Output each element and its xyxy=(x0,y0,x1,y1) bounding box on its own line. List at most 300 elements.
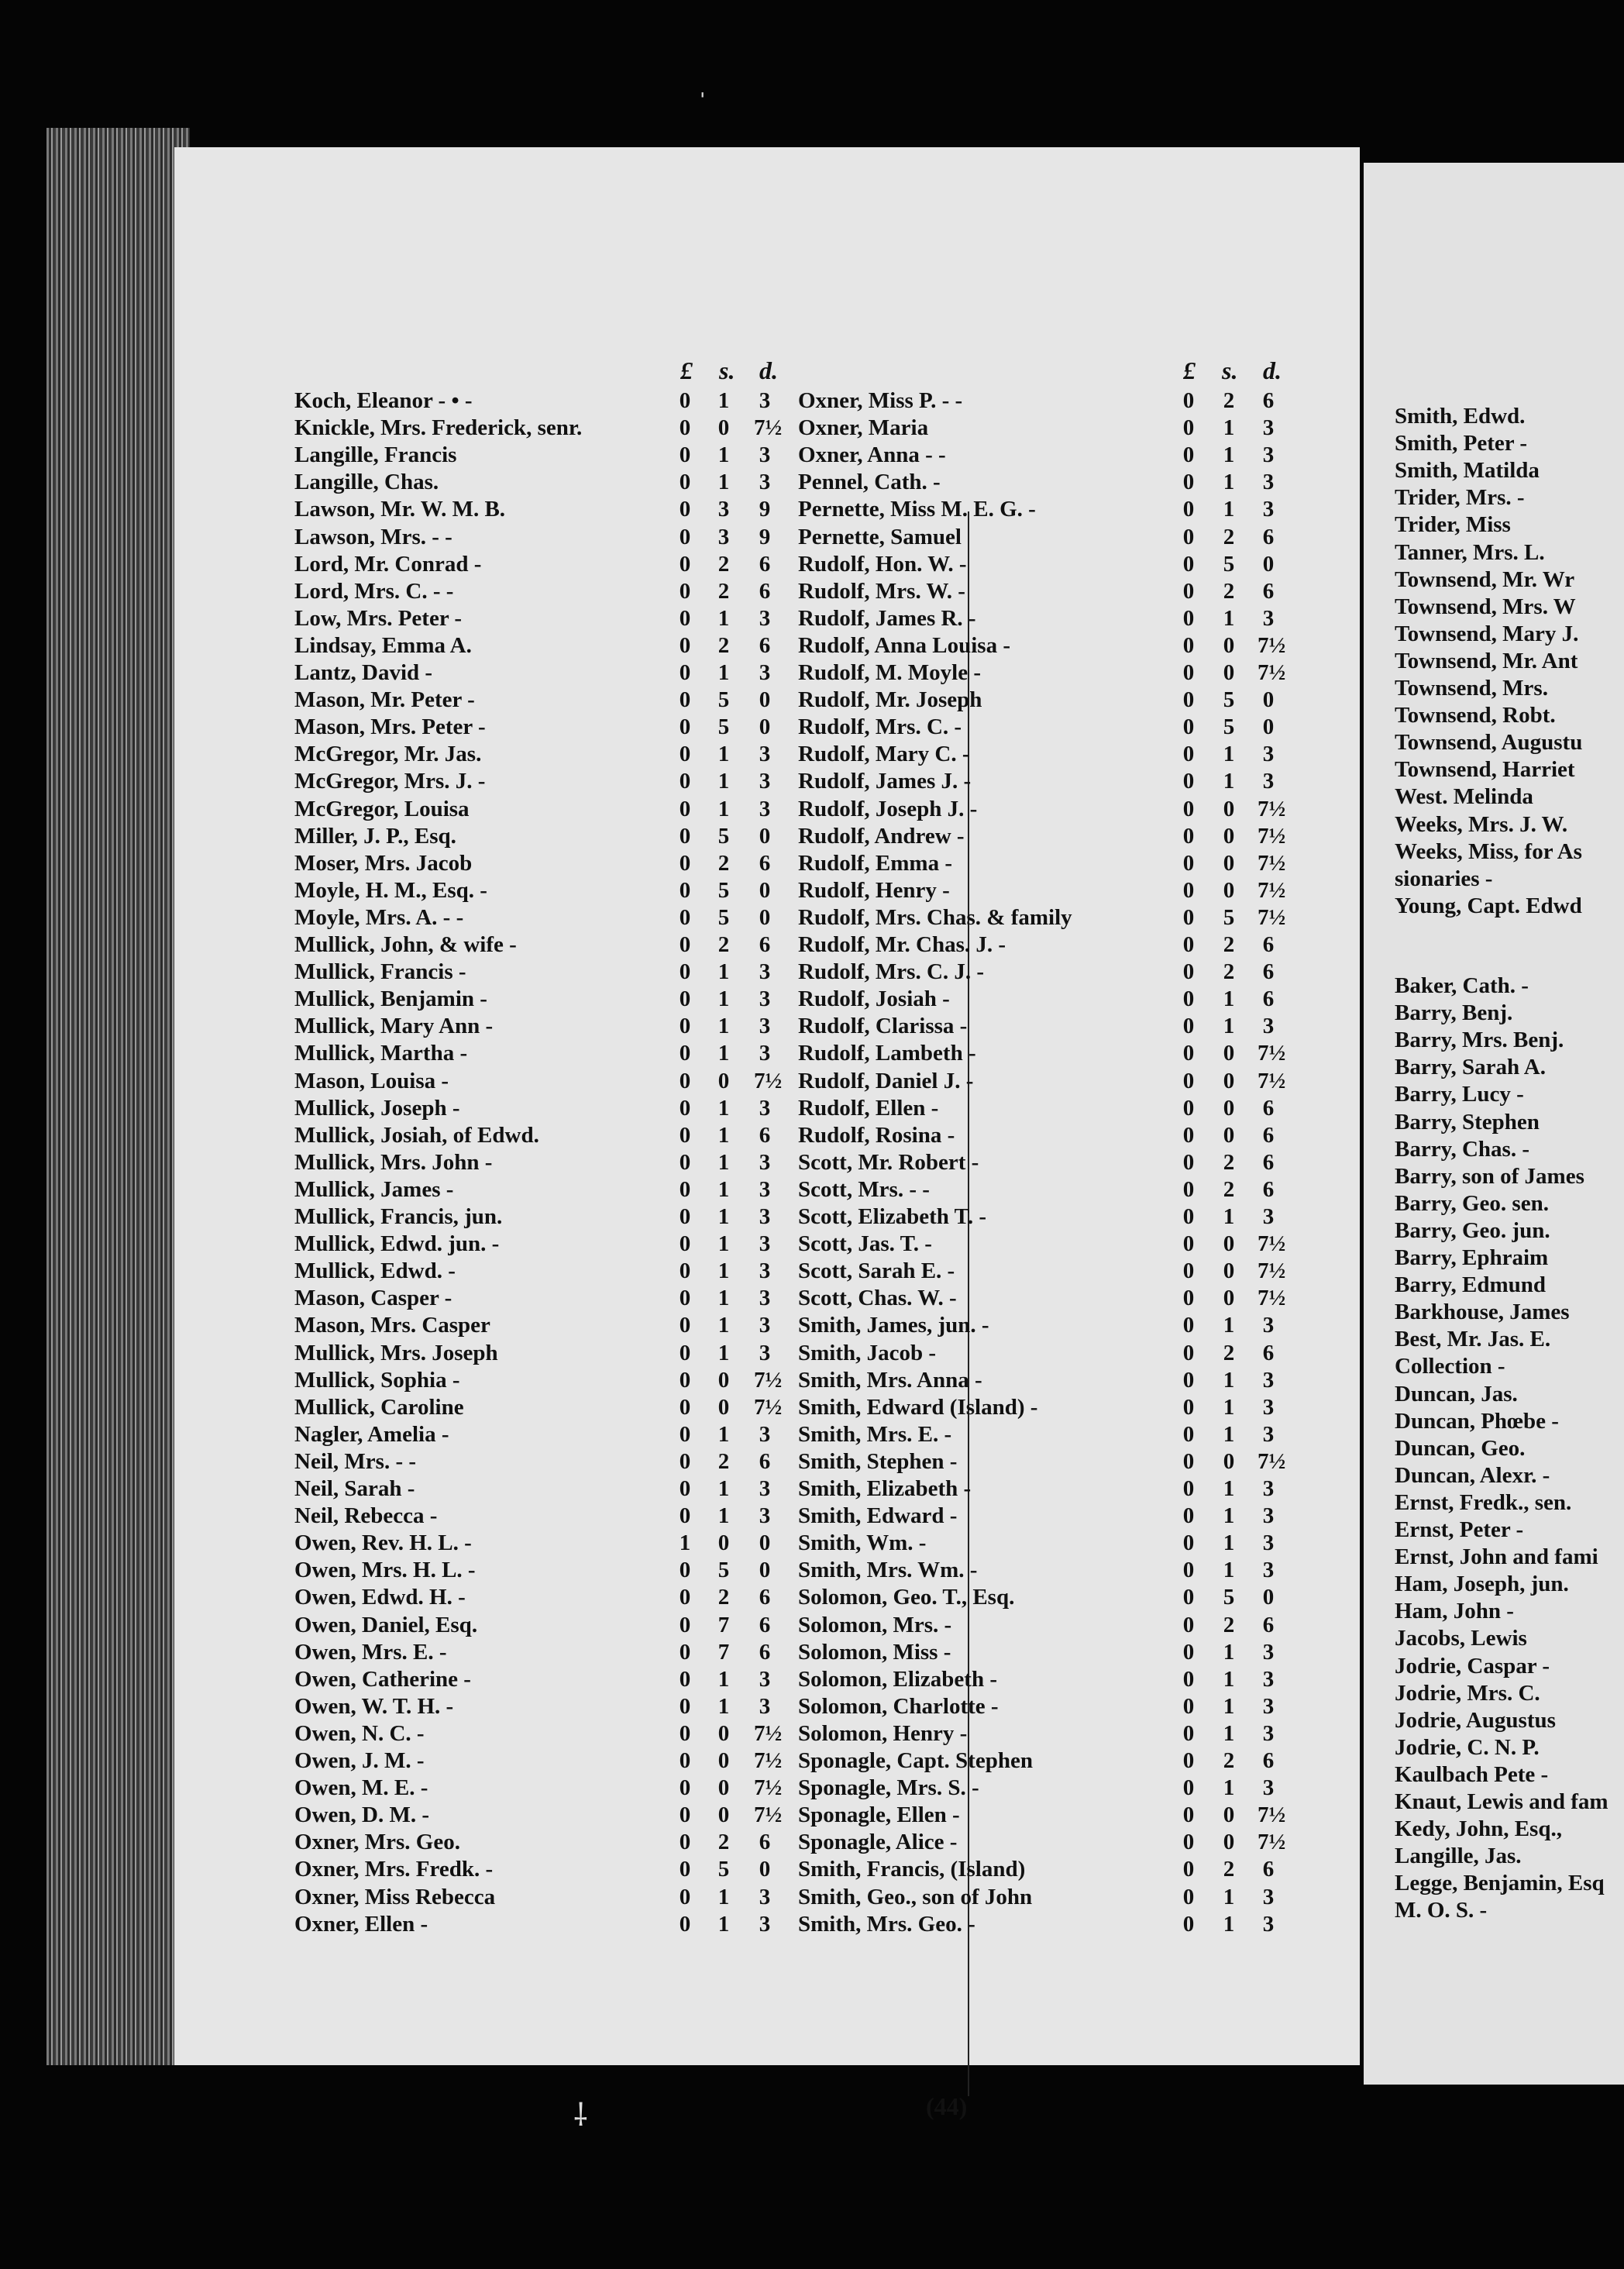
amount-shillings: 1 xyxy=(1223,742,1235,767)
amount-pence: 3 xyxy=(759,796,771,821)
amount-pounds: 0 xyxy=(1182,578,1195,604)
subscriber-row xyxy=(174,1231,1337,1258)
subscriber-name: Rudolf, Mrs. W. - xyxy=(798,578,965,604)
amount-pence: 6 xyxy=(1262,959,1275,985)
subscriber-name: Owen, M. E. - xyxy=(294,1775,428,1801)
amount-pence: 7½ xyxy=(1258,904,1286,930)
subscriber-name: Rudolf, Anna Louisa - xyxy=(798,632,1010,658)
amount-pounds: 0 xyxy=(1182,551,1195,577)
amount-pounds: 0 xyxy=(679,1884,691,1909)
subscriber-name: Scott, Elizabeth T. - xyxy=(798,1204,987,1229)
amount-pence: 7½ xyxy=(754,1748,783,1773)
subscriber-name: Lantz, David - xyxy=(294,660,433,685)
amount-shillings: 1 xyxy=(717,1503,730,1529)
amount-pounds: 1 xyxy=(679,1530,691,1556)
subscriber-row xyxy=(174,986,1337,1013)
amount-shillings: 1 xyxy=(717,1041,730,1066)
pound-header-left: £ xyxy=(680,356,693,384)
facing-subscriber-name: Collection - xyxy=(1395,1354,1505,1379)
subscriber-row xyxy=(174,659,1337,687)
amount-pence: 3 xyxy=(759,1503,771,1529)
amount-shillings: 5 xyxy=(1223,904,1235,930)
amount-shillings: 2 xyxy=(1223,1748,1235,1773)
amount-shillings: 0 xyxy=(1223,1258,1235,1284)
amount-pence: 3 xyxy=(1262,1313,1275,1338)
amount-pounds: 0 xyxy=(1182,1585,1195,1610)
amount-shillings: 1 xyxy=(717,1340,730,1365)
subscriber-row xyxy=(174,1530,1337,1557)
subscriber-row xyxy=(174,1503,1337,1530)
facing-subscriber-name: Townsend, Mary J. xyxy=(1395,621,1579,646)
amount-pounds: 0 xyxy=(679,1095,691,1121)
amount-pence: 3 xyxy=(1262,1911,1275,1937)
subscriber-name: Sponagle, Ellen - xyxy=(798,1802,960,1828)
amount-shillings: 0 xyxy=(1223,1041,1235,1066)
book-spine xyxy=(46,128,190,2065)
amount-pence: 6 xyxy=(1262,1857,1275,1882)
amount-pence: 3 xyxy=(1262,470,1275,495)
subscriber-name: Owen, Rev. H. L. - xyxy=(294,1530,472,1556)
amount-shillings: 1 xyxy=(1223,1639,1235,1665)
amount-shillings: 2 xyxy=(1223,959,1235,985)
facing-subscriber-name: Barry, Geo. sen. xyxy=(1395,1190,1549,1216)
amount-shillings: 0 xyxy=(717,1068,730,1093)
amount-pence: 0 xyxy=(759,1530,771,1556)
amount-shillings: 2 xyxy=(717,551,730,577)
amount-pounds: 0 xyxy=(1182,1340,1195,1365)
facing-subscriber-name: M. O. S. - xyxy=(1395,1898,1488,1923)
amount-pence: 7½ xyxy=(1258,1286,1286,1311)
amount-pence: 3 xyxy=(1262,1720,1275,1746)
subscriber-row xyxy=(174,1149,1337,1176)
amount-shillings: 1 xyxy=(717,986,730,1012)
facing-subscriber-name: Barry, Sarah A. xyxy=(1395,1055,1546,1080)
amount-shillings: 0 xyxy=(1223,1286,1235,1311)
amount-pence: 7½ xyxy=(1258,850,1286,876)
facing-subscriber-name: Tanner, Mrs. L. xyxy=(1395,539,1545,565)
amount-shillings: 1 xyxy=(717,1693,730,1719)
amount-shillings: 2 xyxy=(1223,578,1235,604)
amount-pence: 6 xyxy=(1262,1095,1275,1121)
subscriber-name: Solomon, Miss - xyxy=(798,1639,951,1665)
subscriber-row xyxy=(174,796,1337,823)
amount-pence: 3 xyxy=(1262,497,1275,522)
subscriber-row xyxy=(174,850,1337,877)
amount-pence: 0 xyxy=(759,1558,771,1583)
subscriber-name: Moyle, H. M., Esq. - xyxy=(294,877,487,903)
facing-subscriber-name: Barry, Stephen xyxy=(1395,1109,1540,1134)
amount-shillings: 0 xyxy=(1223,1122,1235,1148)
amount-pence: 3 xyxy=(759,986,771,1012)
amount-pounds: 0 xyxy=(679,850,691,876)
amount-shillings: 1 xyxy=(717,1911,730,1937)
amount-pounds: 0 xyxy=(679,1122,691,1148)
amount-pounds: 0 xyxy=(1182,660,1195,685)
subscriber-name: Rudolf, Mrs. Chas. & family xyxy=(798,904,1072,930)
amount-pounds: 0 xyxy=(1182,1666,1195,1692)
amount-pence: 7½ xyxy=(1258,1830,1286,1855)
amount-pounds: 0 xyxy=(1182,687,1195,713)
amount-shillings: 0 xyxy=(1223,796,1235,821)
amount-pounds: 0 xyxy=(679,1394,691,1420)
subscriber-name: Smith, James, jun. - xyxy=(798,1313,989,1338)
amount-pounds: 0 xyxy=(1182,1612,1195,1637)
facing-subscriber-name: Barkhouse, James xyxy=(1395,1300,1570,1325)
amount-pounds: 0 xyxy=(679,1149,691,1175)
amount-shillings: 2 xyxy=(717,578,730,604)
subscriber-name: Smith, Mrs. Wm. - xyxy=(798,1558,978,1583)
amount-shillings: 1 xyxy=(1223,769,1235,794)
amount-pence: 6 xyxy=(759,551,771,577)
subscriber-name: Oxner, Mrs. Geo. xyxy=(294,1830,460,1855)
amount-shillings: 1 xyxy=(1223,470,1235,495)
subscriber-name: Rudolf, Mr. Joseph xyxy=(798,687,982,713)
amount-pounds: 0 xyxy=(1182,1149,1195,1175)
amount-shillings: 3 xyxy=(717,524,730,549)
subscriber-name: Lawson, Mr. W. M. B. xyxy=(294,497,506,522)
subscriber-name: Lawson, Mrs. - - xyxy=(294,524,452,549)
amount-shillings: 0 xyxy=(717,1367,730,1393)
amount-pounds: 0 xyxy=(1182,1421,1195,1447)
facing-subscriber-name: Jacobs, Lewis xyxy=(1395,1626,1527,1651)
amount-shillings: 1 xyxy=(717,1884,730,1909)
amount-shillings: 0 xyxy=(717,415,730,441)
amount-pounds: 0 xyxy=(1182,769,1195,794)
amount-pounds: 0 xyxy=(679,497,691,522)
amount-shillings: 0 xyxy=(1223,823,1235,849)
amount-pounds: 0 xyxy=(679,1041,691,1066)
amount-pounds: 0 xyxy=(679,1911,691,1937)
subscriber-name: Rudolf, Rosina - xyxy=(798,1122,955,1148)
amount-shillings: 3 xyxy=(717,497,730,522)
amount-shillings: 5 xyxy=(717,1857,730,1882)
speck-bottom: ⸸ xyxy=(573,2098,588,2133)
amount-shillings: 1 xyxy=(1223,497,1235,522)
subscriber-name: Neil, Rebecca - xyxy=(294,1503,438,1529)
facing-subscriber-name: Barry, Benj. xyxy=(1395,1000,1513,1026)
amount-pence: 3 xyxy=(1262,415,1275,441)
subscriber-name: Mason, Mrs. Casper xyxy=(294,1313,490,1338)
subscriber-name: Mullick, Joseph - xyxy=(294,1095,460,1121)
amount-pence: 0 xyxy=(1262,1585,1275,1610)
amount-pence: 7½ xyxy=(1258,877,1286,903)
amount-pence: 3 xyxy=(759,1476,771,1501)
amount-pounds: 0 xyxy=(1182,1748,1195,1773)
subscriber-row xyxy=(174,823,1337,850)
amount-pounds: 0 xyxy=(1182,415,1195,441)
amount-shillings: 1 xyxy=(717,1014,730,1039)
amount-pounds: 0 xyxy=(1182,1176,1195,1202)
amount-pounds: 0 xyxy=(679,1693,691,1719)
amount-shillings: 5 xyxy=(1223,1585,1235,1610)
amount-shillings: 0 xyxy=(1223,660,1235,685)
amount-pounds: 0 xyxy=(1182,850,1195,876)
amount-shillings: 2 xyxy=(1223,1149,1235,1175)
subscriber-name: Rudolf, Joseph J. - xyxy=(798,796,978,821)
subscriber-row xyxy=(174,877,1337,904)
subscriber-row xyxy=(174,931,1337,959)
shilling-header-left: s. xyxy=(719,356,735,384)
subscriber-name: Mullick, Sophia - xyxy=(294,1367,460,1393)
subscriber-name: Oxner, Anna - - xyxy=(798,442,946,468)
amount-shillings: 1 xyxy=(717,1286,730,1311)
subscriber-row xyxy=(174,959,1337,986)
facing-subscriber-name: Duncan, Phœbe - xyxy=(1395,1408,1559,1434)
subscriber-name: Smith, Mrs. Geo. - xyxy=(798,1911,975,1937)
subscriber-row xyxy=(174,1475,1337,1503)
amount-pence: 3 xyxy=(1262,1503,1275,1529)
subscriber-name: McGregor, Louisa xyxy=(294,796,470,821)
amount-pounds: 0 xyxy=(679,1857,691,1882)
amount-shillings: 1 xyxy=(1223,442,1235,468)
subscriber-name: Rudolf, Hon. W. - xyxy=(798,551,967,577)
amount-pence: 6 xyxy=(1262,1612,1275,1637)
subscriber-name: Scott, Jas. T. - xyxy=(798,1231,932,1257)
amount-pence: 6 xyxy=(1262,578,1275,604)
subscriber-name: Owen, D. M. - xyxy=(294,1802,429,1828)
amount-pounds: 0 xyxy=(679,1476,691,1501)
subscriber-name: Langille, Francis xyxy=(294,442,457,468)
facing-subscriber-name: Townsend, Robt. xyxy=(1395,703,1556,728)
subscriber-row xyxy=(174,469,1337,496)
amount-pence: 3 xyxy=(1262,1693,1275,1719)
amount-shillings: 1 xyxy=(1223,1720,1235,1746)
subscriber-name: Oxner, Maria xyxy=(798,415,929,441)
subscriber-name: Smith, Mrs. E. - xyxy=(798,1421,952,1447)
subscriber-name: Rudolf, Mrs. C. - xyxy=(798,714,962,740)
amount-pounds: 0 xyxy=(1182,932,1195,957)
amount-pence: 3 xyxy=(1262,1530,1275,1556)
subscriber-row xyxy=(174,1068,1337,1095)
amount-pence: 3 xyxy=(759,742,771,767)
facing-subscriber-name: Duncan, Geo. xyxy=(1395,1435,1526,1461)
subscriber-name: Smith, Geo., son of John xyxy=(798,1884,1033,1909)
amount-pence: 6 xyxy=(1262,1340,1275,1365)
facing-subscriber-name: Young, Capt. Edwd xyxy=(1395,893,1582,918)
subscriber-name: Smith, Elizabeth - xyxy=(798,1476,972,1501)
amount-pounds: 0 xyxy=(679,796,691,821)
subscriber-name: Langille, Chas. xyxy=(294,470,439,495)
subscriber-name: Smith, Stephen - xyxy=(798,1448,958,1474)
subscriber-name: Oxner, Ellen - xyxy=(294,1911,428,1937)
subscriber-name: Rudolf, Lambeth - xyxy=(798,1041,976,1066)
amount-pence: 3 xyxy=(759,1911,771,1937)
amount-shillings: 0 xyxy=(1223,1802,1235,1828)
amount-pence: 0 xyxy=(759,687,771,713)
amount-shillings: 1 xyxy=(717,388,730,413)
amount-pounds: 0 xyxy=(679,1830,691,1855)
facing-subscriber-name: Ernst, John and fami xyxy=(1395,1544,1598,1570)
amount-pounds: 0 xyxy=(1182,1911,1195,1937)
subscriber-row xyxy=(174,1258,1337,1285)
amount-pounds: 0 xyxy=(679,932,691,957)
subscriber-name: Owen, W. T. H. - xyxy=(294,1693,454,1719)
amount-shillings: 1 xyxy=(717,660,730,685)
amount-shillings: 1 xyxy=(717,1231,730,1257)
subscriber-row xyxy=(174,1856,1337,1883)
amount-pounds: 0 xyxy=(1182,1857,1195,1882)
amount-pounds: 0 xyxy=(1182,904,1195,930)
amount-pence: 7½ xyxy=(1258,660,1286,685)
amount-shillings: 5 xyxy=(1223,551,1235,577)
amount-shillings: 2 xyxy=(1223,1340,1235,1365)
amount-pounds: 0 xyxy=(1182,1884,1195,1909)
subscriber-row xyxy=(174,1720,1337,1747)
amount-pounds: 0 xyxy=(1182,1802,1195,1828)
amount-pence: 0 xyxy=(759,1857,771,1882)
amount-pounds: 0 xyxy=(1182,1122,1195,1148)
amount-shillings: 2 xyxy=(1223,388,1235,413)
amount-pence: 3 xyxy=(1262,1204,1275,1229)
facing-subscriber-name: Barry, Mrs. Benj. xyxy=(1395,1028,1564,1053)
facing-subscriber-name: Baker, Cath. - xyxy=(1395,973,1529,998)
amount-shillings: 1 xyxy=(1223,605,1235,631)
amount-pounds: 0 xyxy=(679,904,691,930)
amount-shillings: 2 xyxy=(1223,932,1235,957)
subscriber-name: Rudolf, Clarissa - xyxy=(798,1014,968,1039)
amount-shillings: 1 xyxy=(717,742,730,767)
amount-pence: 3 xyxy=(759,1095,771,1121)
amount-pence: 7½ xyxy=(1258,823,1286,849)
amount-shillings: 0 xyxy=(1223,850,1235,876)
amount-pounds: 0 xyxy=(679,1286,691,1311)
subscriber-row xyxy=(174,1557,1337,1584)
subscriber-name: Mullick, Francis - xyxy=(294,959,466,985)
amount-shillings: 1 xyxy=(1223,1313,1235,1338)
amount-pounds: 0 xyxy=(1182,388,1195,413)
subscriber-row xyxy=(174,1802,1337,1829)
amount-shillings: 0 xyxy=(1223,1231,1235,1257)
subscriber-name: Owen, Mrs. H. L. - xyxy=(294,1558,476,1583)
amount-pence: 9 xyxy=(759,497,771,522)
amount-shillings: 1 xyxy=(1223,1530,1235,1556)
amount-shillings: 1 xyxy=(1223,1775,1235,1801)
subscriber-row xyxy=(174,1911,1337,1938)
subscriber-name: McGregor, Mrs. J. - xyxy=(294,769,486,794)
subscriber-name: Owen, Edwd. H. - xyxy=(294,1585,466,1610)
subscriber-name: Nagler, Amelia - xyxy=(294,1421,449,1447)
pound-header-right: £ xyxy=(1183,356,1196,384)
amount-pence: 6 xyxy=(1262,932,1275,957)
subscriber-row xyxy=(174,714,1337,741)
amount-pence: 3 xyxy=(759,442,771,468)
subscriber-name: Lord, Mr. Conrad - xyxy=(294,551,482,577)
subscriber-name: Oxner, Mrs. Fredk. - xyxy=(294,1857,494,1882)
amount-pounds: 0 xyxy=(679,1231,691,1257)
amount-pounds: 0 xyxy=(1182,986,1195,1012)
subscriber-row xyxy=(174,1639,1337,1666)
subscriber-name: Mullick, Mrs. Joseph xyxy=(294,1340,498,1365)
amount-pence: 6 xyxy=(759,932,771,957)
amount-pence: 6 xyxy=(759,1448,771,1474)
subscriber-name: Mullick, Benjamin - xyxy=(294,986,487,1012)
amount-pence: 3 xyxy=(759,769,771,794)
amount-pence: 7½ xyxy=(754,1802,783,1828)
subscriber-row xyxy=(174,1747,1337,1775)
amount-pence: 6 xyxy=(759,1830,771,1855)
subscriber-name: Rudolf, Mrs. C. J. - xyxy=(798,959,985,985)
facing-subscriber-name: Jodrie, C. N. P. xyxy=(1395,1734,1540,1760)
subscriber-row xyxy=(174,1340,1337,1367)
subscriber-row xyxy=(174,632,1337,659)
subscriber-row xyxy=(174,415,1337,442)
amount-pence: 7½ xyxy=(1258,1041,1286,1066)
amount-pounds: 0 xyxy=(1182,1720,1195,1746)
amount-pence: 0 xyxy=(759,904,771,930)
amount-pence: 3 xyxy=(759,1041,771,1066)
amount-pence: 6 xyxy=(759,1612,771,1637)
amount-pence: 6 xyxy=(759,578,771,604)
facing-subscriber-name: Jodrie, Caspar - xyxy=(1395,1653,1550,1679)
amount-pounds: 0 xyxy=(1182,1775,1195,1801)
amount-shillings: 1 xyxy=(717,769,730,794)
facing-subscriber-name: Jodrie, Mrs. C. xyxy=(1395,1680,1540,1706)
amount-pounds: 0 xyxy=(679,660,691,685)
amount-pence: 3 xyxy=(759,605,771,631)
amount-shillings: 0 xyxy=(717,1802,730,1828)
amount-shillings: 1 xyxy=(717,796,730,821)
amount-pence: 7½ xyxy=(754,1775,783,1801)
facing-subscriber-name: Best, Mr. Jas. E. xyxy=(1395,1327,1551,1352)
subscriber-name: Rudolf, James R. - xyxy=(798,605,976,631)
amount-pence: 6 xyxy=(1262,1122,1275,1148)
amount-shillings: 5 xyxy=(1223,687,1235,713)
amount-shillings: 1 xyxy=(717,1476,730,1501)
amount-pounds: 0 xyxy=(679,1204,691,1229)
amount-pounds: 0 xyxy=(679,578,691,604)
facing-subscriber-name: Townsend, Mrs. xyxy=(1395,676,1548,701)
amount-pounds: 0 xyxy=(679,1421,691,1447)
amount-shillings: 1 xyxy=(1223,986,1235,1012)
subscriber-name: Owen, Mrs. E. - xyxy=(294,1639,447,1665)
amount-shillings: 1 xyxy=(1223,1884,1235,1909)
facing-subscriber-name: Weeks, Mrs. J. W. xyxy=(1395,811,1568,837)
amount-pounds: 0 xyxy=(679,986,691,1012)
pence-header-left: d. xyxy=(759,356,778,384)
amount-pounds: 0 xyxy=(679,1775,691,1801)
amount-pence: 6 xyxy=(759,1639,771,1665)
amount-pence: 3 xyxy=(1262,1884,1275,1909)
facing-subscriber-name: Barry, son of James xyxy=(1395,1163,1584,1189)
facing-subscriber-name: Townsend, Mr. Wr xyxy=(1395,566,1575,592)
subscriber-name: Mullick, Francis, jun. xyxy=(294,1204,503,1229)
amount-pence: 6 xyxy=(759,1122,771,1148)
subscriber-name: Sponagle, Alice - xyxy=(798,1830,958,1855)
facing-subscriber-name: Townsend, Mr. Ant xyxy=(1395,648,1578,673)
subscriber-name: Neil, Sarah - xyxy=(294,1476,415,1501)
amount-pence: 3 xyxy=(1262,1367,1275,1393)
subscriber-name: Rudolf, Andrew - xyxy=(798,823,965,849)
speck-top: ˌ xyxy=(697,63,708,98)
amount-pounds: 0 xyxy=(1182,823,1195,849)
amount-pounds: 0 xyxy=(679,1176,691,1202)
subscriber-name: Owen, J. M. - xyxy=(294,1748,425,1773)
amount-shillings: 2 xyxy=(1223,1612,1235,1637)
amount-pounds: 0 xyxy=(679,1558,691,1583)
amount-pence: 3 xyxy=(759,1258,771,1284)
subscriber-name: Mullick, John, & wife - xyxy=(294,932,517,957)
subscriber-name: Rudolf, Ellen - xyxy=(798,1095,939,1121)
subscriber-row xyxy=(174,1884,1337,1911)
subscriber-row xyxy=(174,496,1337,523)
subscriber-name: McGregor, Mr. Jas. xyxy=(294,742,482,767)
subscriber-name: Owen, Catherine - xyxy=(294,1666,471,1692)
amount-pounds: 0 xyxy=(1182,1476,1195,1501)
amount-pounds: 0 xyxy=(679,1340,691,1365)
amount-pence: 3 xyxy=(759,1421,771,1447)
amount-pence: 7½ xyxy=(754,415,783,441)
amount-pounds: 0 xyxy=(679,877,691,903)
